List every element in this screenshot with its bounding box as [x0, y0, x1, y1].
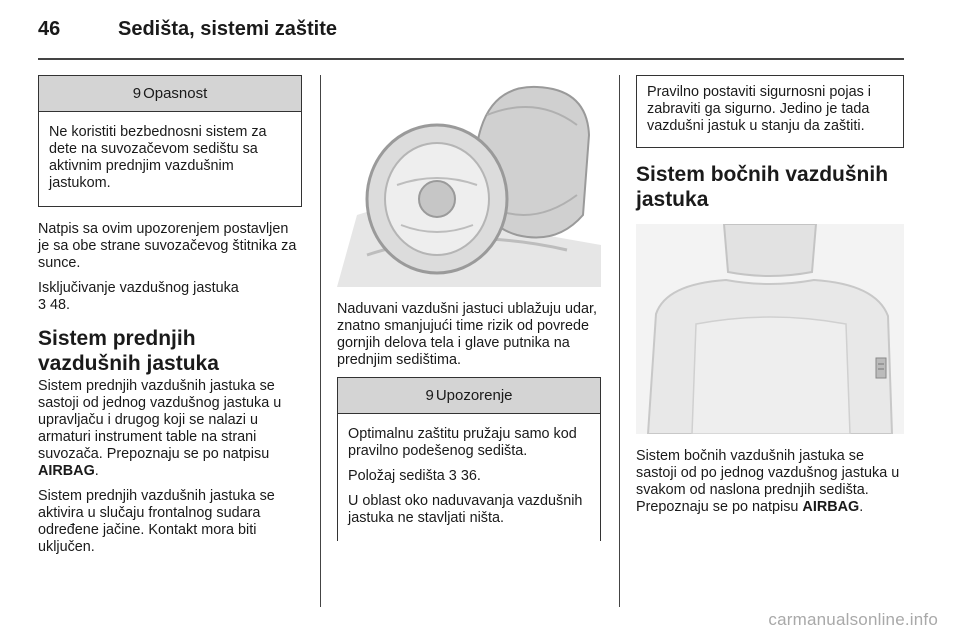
warning-triangle-icon: 9	[425, 387, 434, 404]
warning-box-text-1: Optimalnu zaštitu pružaju samo kod pravilno podešenog sedišta.	[348, 426, 577, 459]
danger-box-body	[39, 112, 301, 206]
warning-box-text-2	[348, 468, 590, 485]
section-heading-side-airbags: Sistem bočnih vazdušnih jastuka	[636, 163, 889, 211]
paragraph-front-airbag-activation: Sistem prednjih vazdušnih jastuka se aktivira u slučaju frontalnog sudara određene jačine. Kontakt mora biti uključen.	[38, 488, 275, 555]
warning-box-title: Upozorenje	[435, 387, 513, 404]
page-title: Sedišta, sistemi zaštite	[118, 18, 337, 40]
danger-box	[38, 75, 302, 207]
warning-triangle-icon: 9	[132, 85, 142, 102]
paragraph-label-note: Natpis sa ovim upozorenjem postavljen je sa obe strane suvozačevog štitnika za sunce.	[38, 221, 297, 271]
danger-box-header	[39, 76, 301, 112]
side-airbag-text-end: .	[859, 499, 864, 515]
airbag-label: AIRBAG	[38, 463, 95, 479]
front-airbag-text: Sistem prednjih vazdušnih jastuka se sastoji od jednog vazdušnog jastuka u upravljaču i drugog koji se nalazi u armaturi instrument table na strani suvozača. Prepoznaju se po natpisu	[38, 378, 282, 462]
paragraph-airbag-deactivation	[38, 280, 302, 314]
side-airbag-text: Sistem bočnih vazdušnih jastuka se sastoji od po jednog vazdušnog jastuka u svakom od naslona prednjih sedišta. Prepoznaju se po natpisu	[636, 448, 900, 515]
page-ref-link[interactable]: 48.	[50, 297, 71, 313]
page-ref-link[interactable]: 36.	[460, 468, 481, 484]
seatbelt-box	[636, 75, 904, 148]
column-1	[38, 75, 302, 564]
paragraph-side-airbag-system	[636, 448, 904, 516]
watermark: carmanualsonline.info	[768, 610, 938, 629]
header-rule	[38, 58, 904, 60]
paragraph-front-airbag-system	[38, 378, 302, 480]
warning-box-body	[338, 414, 600, 541]
airbag-label: AIRBAG	[802, 499, 860, 515]
warning-box-text-3: U oblast oko naduvavanja vazdušnih jastuka ne stavljati ništa.	[348, 493, 583, 526]
seat-position-text: Položaj sedišta	[348, 468, 445, 484]
column-2	[337, 75, 601, 555]
page-ref-icon: 3	[448, 468, 457, 484]
side-airbag-seat-illustration	[636, 224, 904, 434]
page-header	[38, 18, 337, 41]
column-divider-1	[320, 75, 321, 607]
section-heading-front-airbags: Sistem prednjih vazdušnih jastuka	[38, 327, 219, 375]
page-ref-icon: 3	[38, 297, 47, 313]
column-divider-2	[619, 75, 620, 607]
front-airbag-illustration	[337, 75, 601, 287]
paragraph-inflated-airbags: Naduvani vazdušni jastuci ublažuju udar, znatno smanjujući time rizik od povrede gornjih delova tela i glave putnika na prednjim sedištima.	[337, 301, 597, 368]
front-airbag-text-end: .	[94, 463, 99, 479]
page-number: 46	[38, 18, 61, 40]
danger-box-text: Ne koristiti bezbednosni sistem za dete na suvozačevom sedištu sa aktivnim prednjim vazdušnim jastukom.	[49, 124, 267, 191]
seatbelt-box-text: Pravilno postaviti sigurnosni pojas i zabraviti ga sigurno. Jedino je tada vazdušni jastuk u stanju da zaštiti.	[647, 84, 871, 134]
warning-box	[337, 377, 601, 541]
danger-box-title: Opasnost	[143, 85, 208, 102]
column-3	[636, 75, 904, 524]
warning-box-header	[338, 378, 600, 414]
deactivation-text: Isključivanje vazdušnog jastuka	[38, 280, 239, 296]
